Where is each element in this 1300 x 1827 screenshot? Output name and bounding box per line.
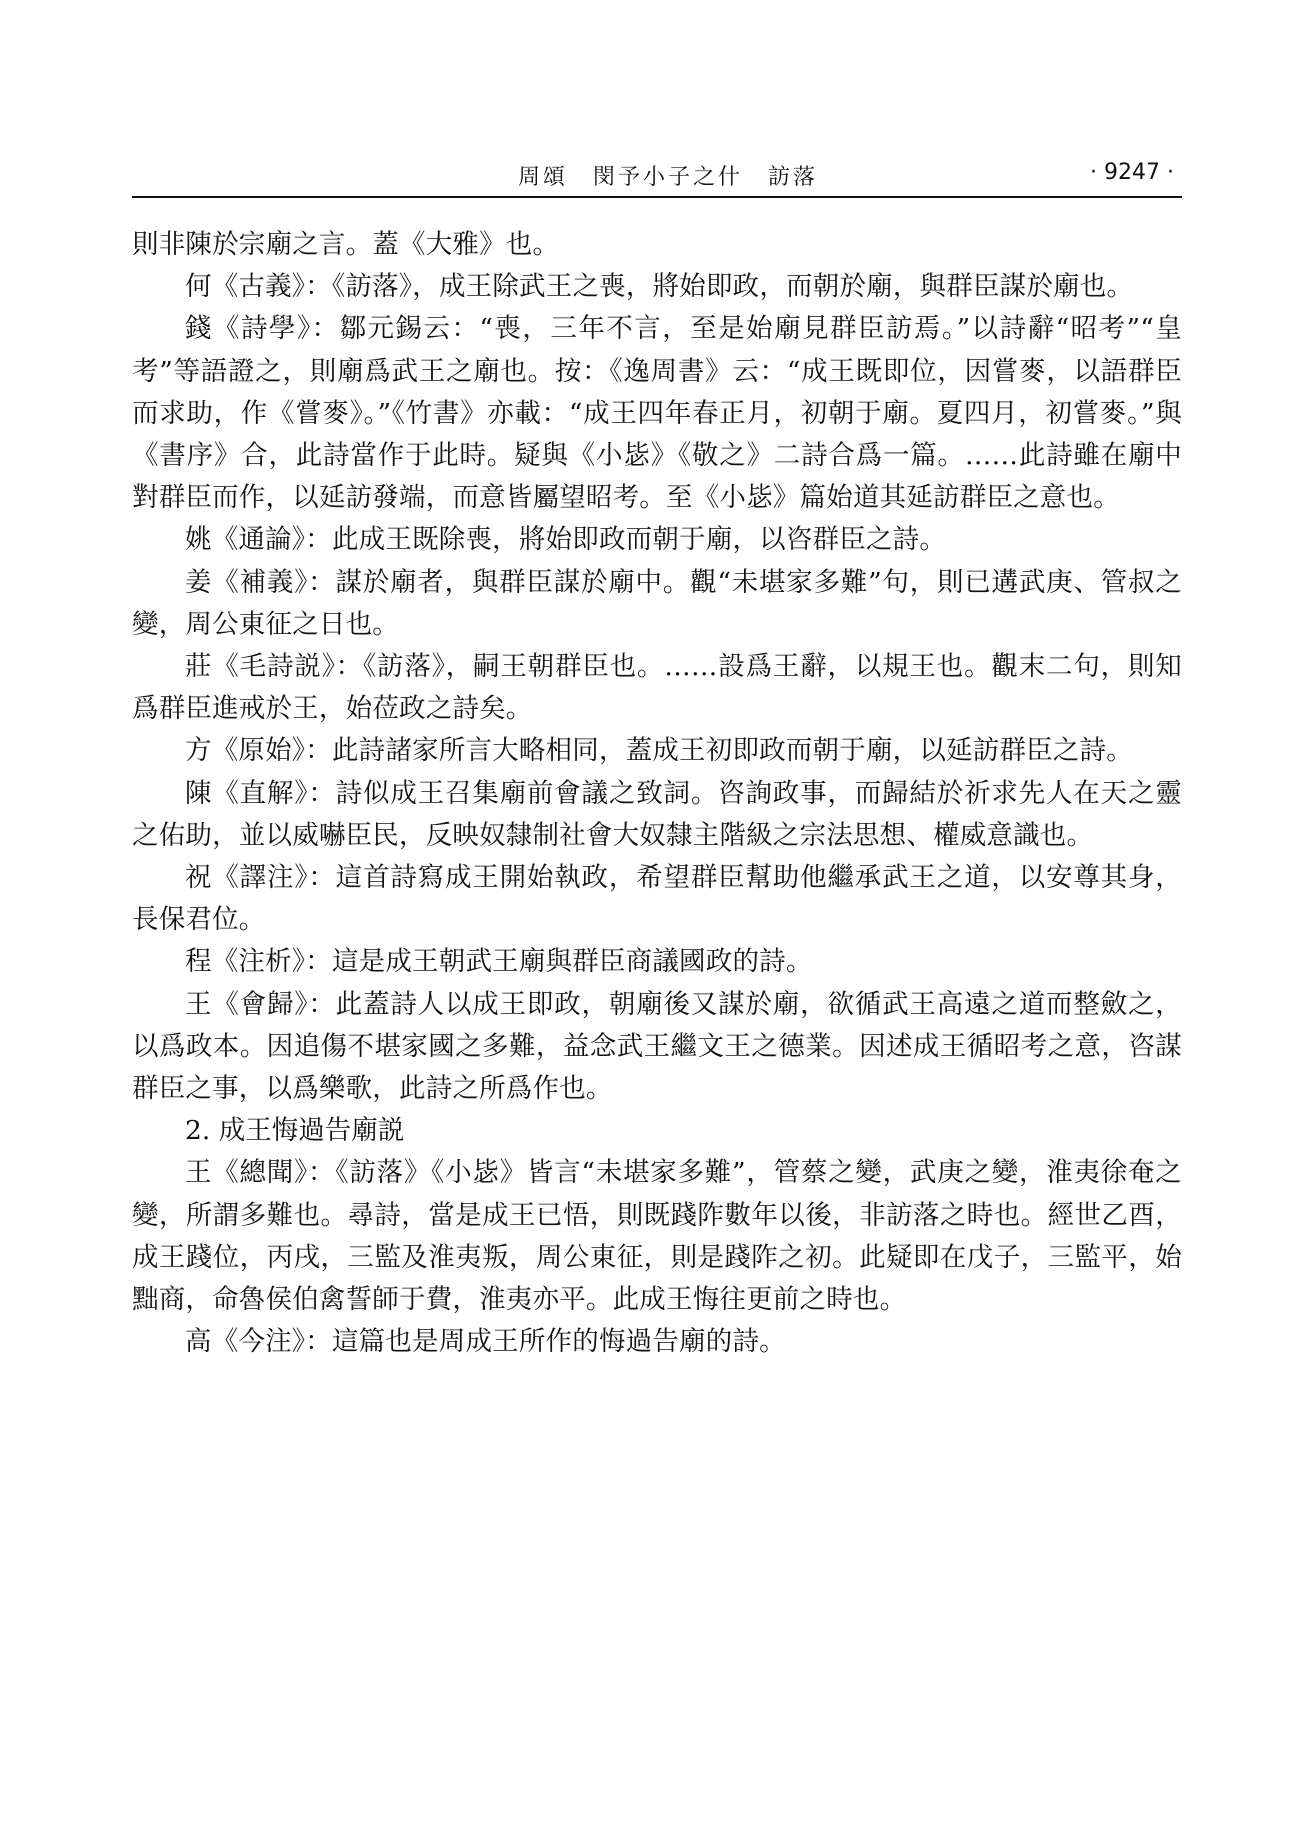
page-body xyxy=(132,224,1182,1363)
paragraph: 陳《直解》：詩似成王召集廟前會議之致詞。咨詢政事，而歸結於祈求先人在天之靈之佑助，並以威嚇臣民，反映奴隸制社會大奴隸主階級之宗法思想、權威意識也。 xyxy=(132,777,1182,851)
paragraph: 姜《補義》：謀於廟者，與群臣謀於廟中。觀“未堪家多難”句，則已遘武庚、管叔之變，周公東征之日也。 xyxy=(132,566,1182,640)
paragraph: 方《原始》：此詩諸家所言大略相同，蓋成王初即政而朝于廟，以延訪群臣之詩。 xyxy=(185,735,1133,767)
paragraph: 姚《通論》：此成王既除喪，將始即政而朝于廟，以咨群臣之詩。 xyxy=(185,524,947,556)
page-header xyxy=(132,158,1182,198)
paragraph: 則非陳於宗廟之言。蓋《大雅》也。 xyxy=(132,229,560,260)
paragraph: 王《總聞》：《訪落》《小毖》皆言“未堪家多難”，管蔡之變，武庚之變，淮夷徐奄之變，所謂多難也。尋詩，當是成王已悟，則既踐阼數年以後，非訪落之時也。經世乙酉，成王踐位，丙戌，三監及淮夷叛，周公東征，則是踐阼之初。此疑即在戊子，三監平，始黜商，命魯侯伯禽誓師于費，淮夷亦平。此成王悔往更前之時也。 xyxy=(132,1157,1182,1316)
running-head: 周頌 閔予小子之什 訪落 xyxy=(518,165,819,190)
page-number: · 9247 · xyxy=(1090,160,1174,185)
paragraph: 莊《毛詩説》：《訪落》，嗣王朝群臣也。……設爲王辭，以規王也。觀末二句，則知爲群臣進戒於王，始莅政之詩矣。 xyxy=(132,651,1182,725)
paragraph: 高《今注》：這篇也是周成王所作的悔過告廟的詩。 xyxy=(185,1326,786,1358)
paragraph: 祝《譯注》：這首詩寫成王開始執政，希望群臣幫助他繼承武王之道，以安尊其身，長保君位。 xyxy=(132,862,1182,936)
paragraph: 錢《詩學》：鄒元錫云：“喪，三年不言，至是始廟見群臣訪焉。”以詩辭“昭考”“皇考”等語證之，則廟爲武王之廟也。按：《逸周書》云：“成王既即位，因嘗麥，以語群臣而求助，作《嘗麥》。”《竹書》亦載：“成王四年春正月，初朝于廟。夏四月，初嘗麥。”與《書序》合，此詩當作于此時。疑與《小毖》《敬之》二詩合爲一篇。……此詩雖在廟中對群臣而作，以延訪發端，而意皆屬望昭考。至《小毖》篇始道其延訪群臣之意也。 xyxy=(132,313,1182,514)
paragraph: 何《古義》：《訪落》，成王除武王之喪，將始即政，而朝於廟，與群臣謀於廟也。 xyxy=(185,271,1134,303)
section-heading: 2. 成王悔過告廟説 xyxy=(185,1115,405,1147)
paragraph: 程《注析》：這是成王朝武王廟與群臣商議國政的詩。 xyxy=(185,946,813,978)
paragraph: 王《會歸》：此蓋詩人以成王即政，朝廟後又謀於廟，欲循武王高遠之道而整斂之，以爲政本。因追傷不堪家國之多難，益念武王繼文王之德業。因述成王循昭考之意，咨謀群臣之事，以爲樂歌，此詩之所爲作也。 xyxy=(132,988,1182,1105)
